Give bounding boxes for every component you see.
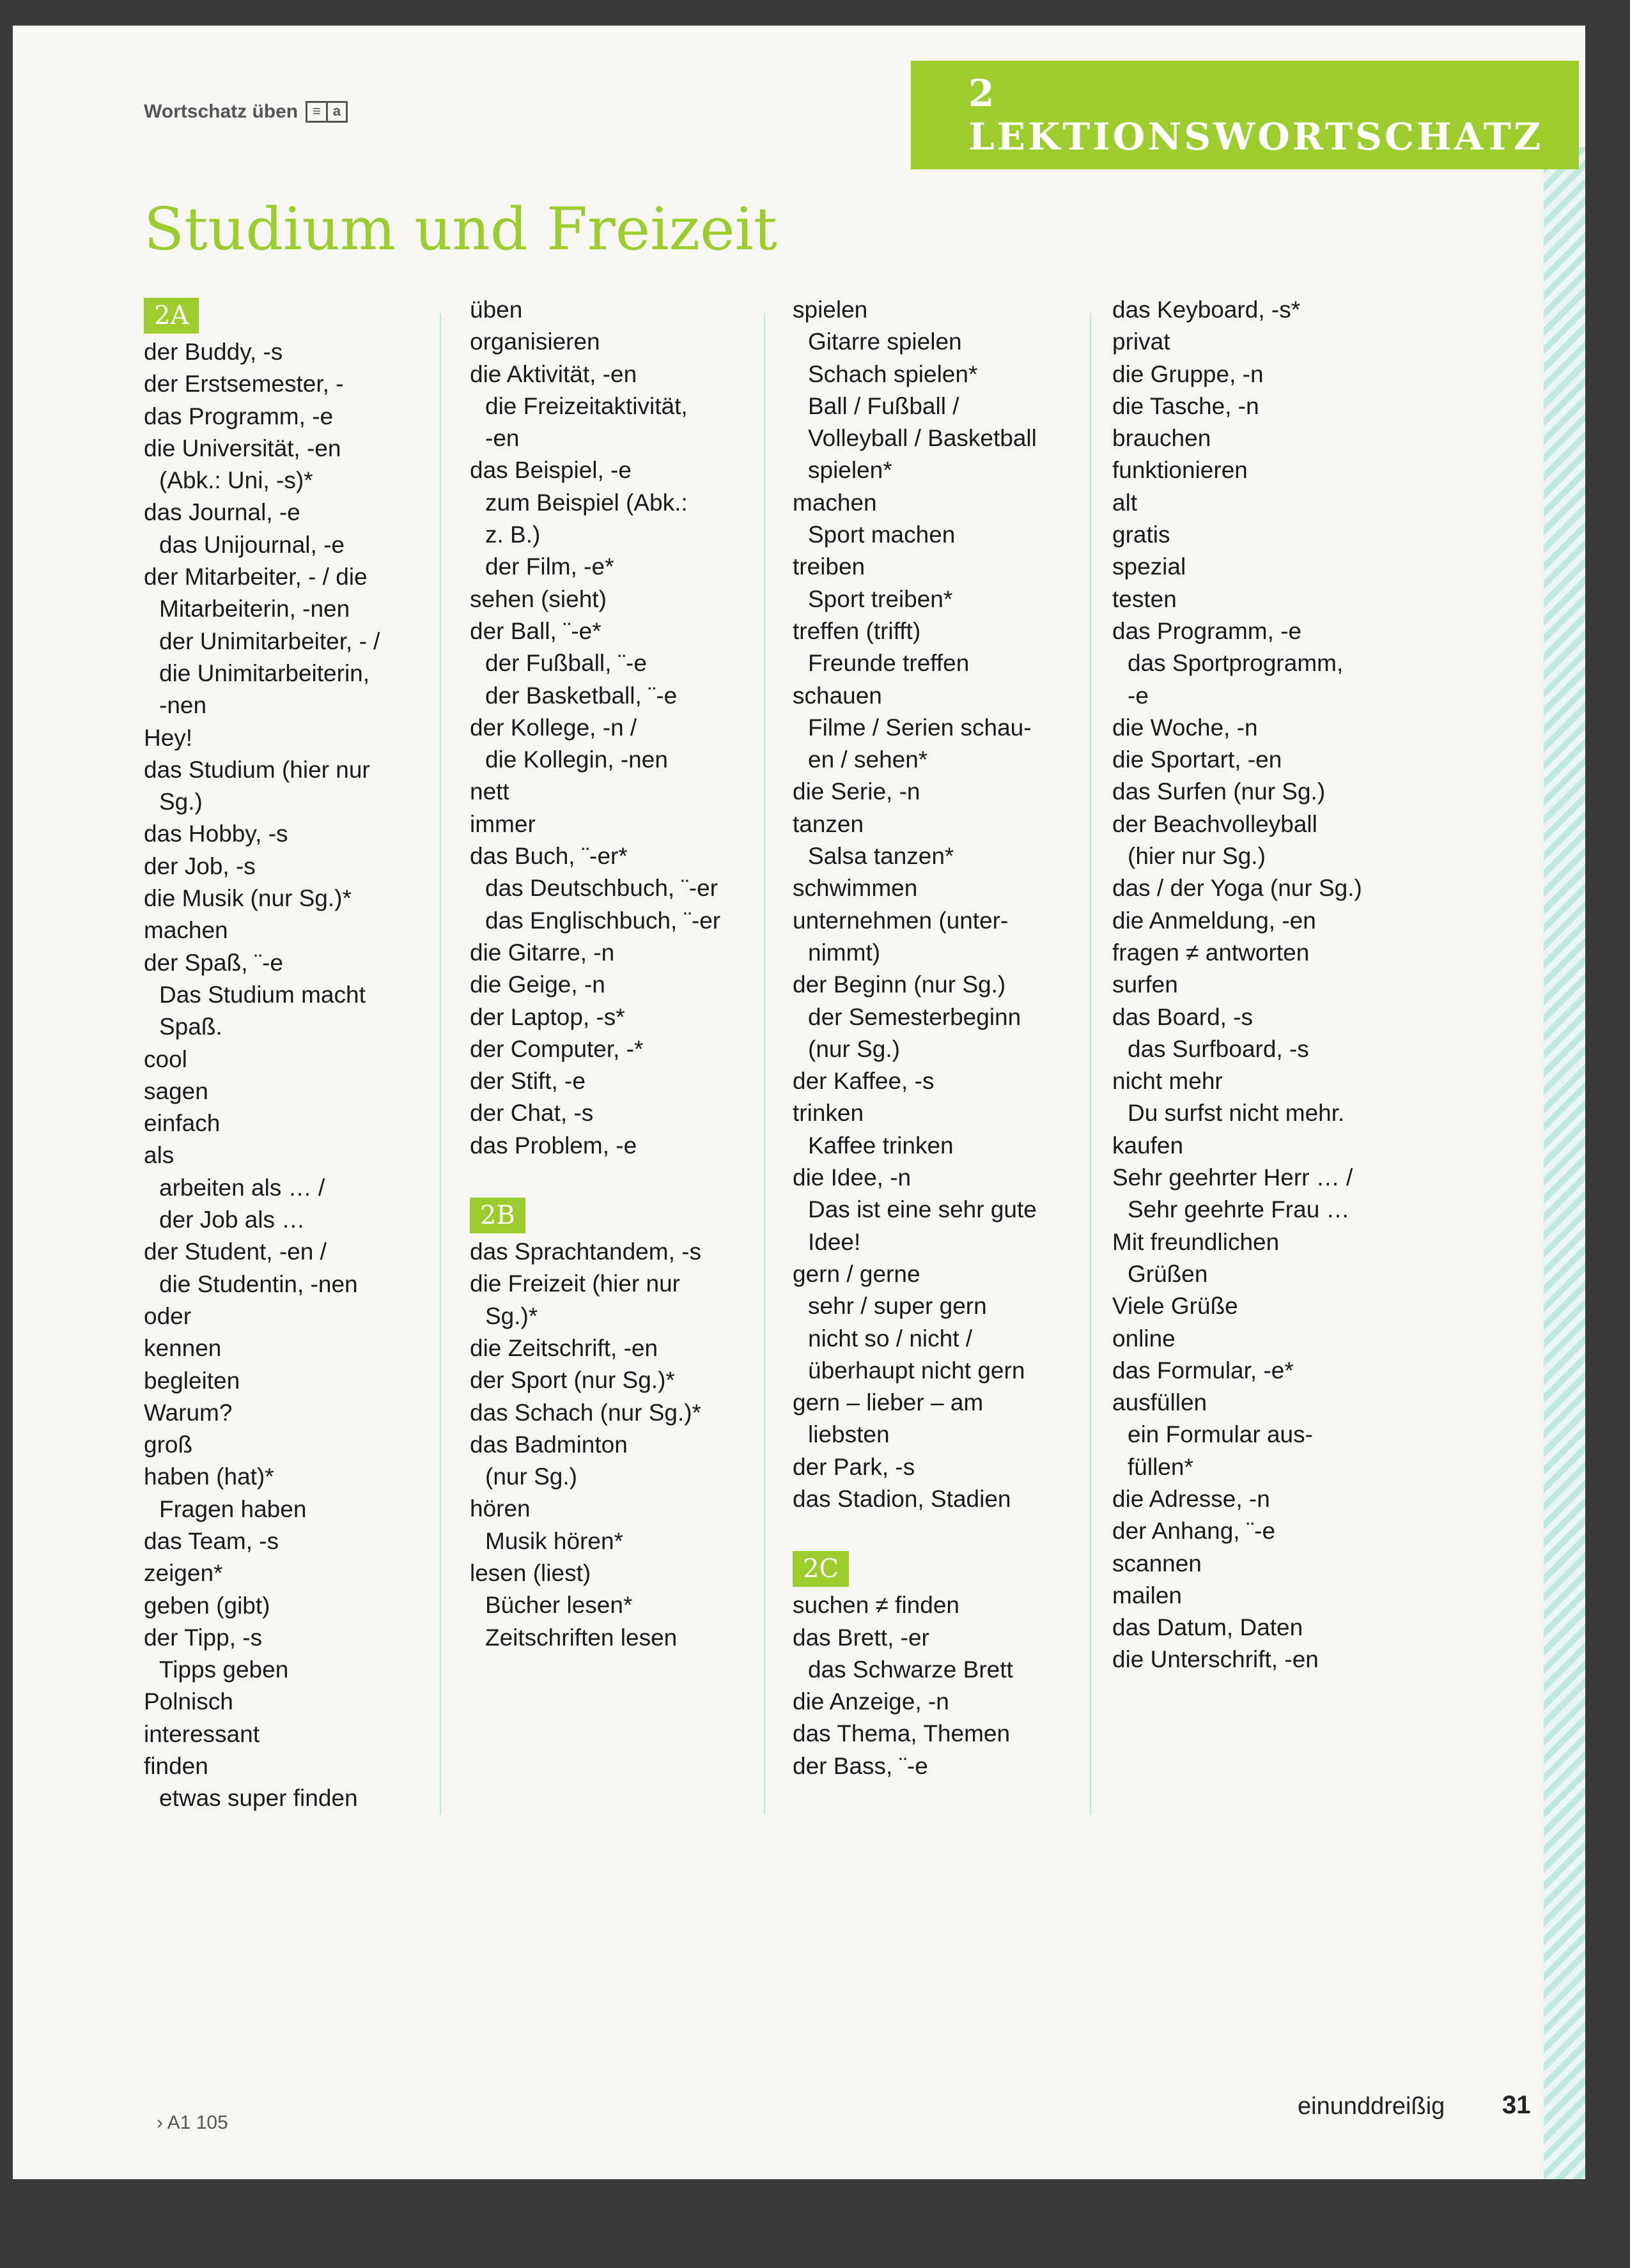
vocab-column-1 [144, 294, 380, 1815]
vocab-entry: die Unimitarbeiterin, [159, 660, 370, 686]
vocab-entry: kaufen [1112, 1132, 1184, 1159]
vocab-entry: der Sport (nur Sg.)* [470, 1367, 675, 1394]
vocab-entry: Das ist eine sehr gute [808, 1196, 1037, 1223]
vocab-entry: lesen (liest) [470, 1559, 591, 1586]
vocab-entry: die Zeitschrift, -en [470, 1334, 658, 1361]
vocab-entry: spielen [793, 297, 868, 323]
vocab-entry: (nur Sg.) [808, 1035, 900, 1062]
section-header [793, 1547, 1037, 1589]
vocab-entry: die Anmeldung, -en [1112, 907, 1316, 934]
vocab-entry: Idee! [808, 1228, 861, 1255]
vocab-entry: privat [1112, 328, 1170, 355]
vocab-entry: das Englischbuch, ¨-er [485, 907, 721, 934]
vocab-entry: surfen [1112, 971, 1178, 998]
vocab-entry: finden [144, 1753, 208, 1780]
vocab-entry: das Unijournal, -e [159, 531, 345, 558]
vocab-entry: brauchen [1112, 425, 1211, 452]
page-number: 31 [1502, 2091, 1531, 2119]
vocab-entry: der Kollege, -n / [470, 714, 637, 741]
vocab-entry: die Geige, -n [470, 971, 605, 998]
vocab-entry: der Stift, -e [470, 1068, 586, 1095]
vocab-entry: trinken [793, 1100, 864, 1127]
cross-reference: › A1 105 [157, 2112, 228, 2133]
vocab-entry: alt [1112, 489, 1138, 516]
vocab-entry: Sg.) [159, 789, 203, 815]
vocab-entry: spezial [1112, 553, 1186, 580]
exercise-link [144, 101, 348, 123]
vocab-entry: treffen (trifft) [793, 617, 921, 644]
vocab-entry: der Anhang, ¨-e [1112, 1518, 1276, 1545]
vocab-entry: der Job, -s [144, 852, 256, 879]
vocab-entry: Volleyball / Basketball [808, 425, 1037, 452]
vocab-entry: Viele Grüße [1112, 1293, 1238, 1320]
vocab-entry: die Idee, -n [793, 1164, 912, 1191]
vocab-entry: funktionieren [1112, 457, 1248, 484]
vocab-entry: der Computer, -* [470, 1035, 644, 1062]
section-badge: 2B [470, 1198, 525, 1233]
vocab-entry: oder [144, 1302, 192, 1329]
vocab-entry: die Musik (nur Sg.)* [144, 885, 352, 912]
section-header [144, 294, 380, 336]
chapter-banner: 2 LEKTIONSWORTSCHATZ [911, 61, 1579, 169]
vocab-entry: der Chat, -s [470, 1100, 594, 1127]
vocab-entry: z. B.) [485, 521, 541, 548]
vocab-entry: Ball / Fußball / [808, 392, 959, 419]
vocab-entry: mailen [1112, 1582, 1182, 1608]
section-badge: 2C [793, 1551, 849, 1587]
vocab-entry: das Sprachtandem, -s [470, 1238, 701, 1265]
vocab-entry: der Student, -en / [144, 1238, 327, 1265]
vocab-entry: gern / gerne [793, 1260, 920, 1287]
vocab-entry: der Kaffee, -s [793, 1068, 935, 1095]
vocab-entry: der Film, -e* [485, 553, 614, 580]
vocab-entry: das Programm, -e [1112, 617, 1302, 644]
vocab-entry: die Tasche, -n [1112, 392, 1259, 419]
vocab-entry: überhaupt nicht gern [808, 1357, 1025, 1384]
vocab-entry: die Gruppe, -n [1112, 360, 1264, 387]
vocab-entry: Das Studium macht [159, 981, 366, 1008]
vocab-entry: Gitarre spielen [808, 328, 962, 355]
vocab-entry: die Woche, -n [1112, 714, 1258, 741]
vocab-entry: liebsten [808, 1421, 890, 1448]
vocab-entry: nicht so / nicht / [808, 1325, 973, 1352]
column-divider [1090, 313, 1091, 1815]
vocab-entry: der Beginn (nur Sg.) [793, 971, 1006, 998]
vocab-entry: als [144, 1142, 175, 1169]
vocab-entry: Warum? [144, 1399, 233, 1426]
vocab-entry: das Brett, -er [793, 1624, 929, 1651]
vocab-entry: der Park, -s [793, 1453, 915, 1480]
vocab-entry: der Beachvolleyball [1112, 810, 1317, 837]
section-header [470, 1194, 720, 1236]
vocab-entry: hören [470, 1495, 531, 1522]
vocab-entry: gern – lieber – am [793, 1389, 984, 1416]
page-title: Studium und Freizeit [144, 195, 777, 263]
vocab-entry: schauen [793, 682, 882, 709]
vocab-entry: ausfüllen [1112, 1389, 1207, 1416]
vocab-entry: Mit freundlichen [1112, 1228, 1280, 1255]
vocab-entry: Hey! [144, 724, 193, 751]
vocab-entry: das Studium (hier nur [144, 756, 370, 783]
vocab-entry: das Deutschbuch, ¨-er [485, 875, 718, 902]
vocab-entry: Freunde treffen [808, 650, 970, 677]
vocab-entry: schwimmen [793, 875, 918, 902]
vocab-entry: das Buch, ¨-er* [470, 843, 628, 870]
vocab-entry: sagen [144, 1077, 208, 1104]
vocab-entry: immer [470, 810, 536, 837]
vocab-entry: das Schach (nur Sg.)* [470, 1399, 701, 1426]
vocab-entry: das Surfen (nur Sg.) [1112, 778, 1326, 805]
vocab-entry: treiben [793, 553, 865, 580]
vocab-entry: Kaffee trinken [808, 1132, 954, 1159]
vocab-entry: das Programm, -e [144, 403, 334, 429]
vocab-entry: Grüßen [1128, 1260, 1208, 1287]
vocab-entry: interessant [144, 1720, 260, 1747]
vocab-entry: die Sportart, -en [1112, 746, 1282, 773]
vocab-entry: die Universität, -en [144, 435, 341, 461]
vocab-entry: suchen ≠ finden [793, 1592, 959, 1619]
vocab-entry: zum Beispiel (Abk.: [485, 489, 688, 516]
vocab-entry: en / sehen* [808, 746, 928, 773]
vocab-entry: der Bass, ¨-e [793, 1752, 928, 1779]
vocab-entry: das Hobby, -s [144, 821, 288, 847]
vocab-entry: der Unimitarbeiter, - / [159, 628, 380, 654]
vocab-entry: sehen (sieht) [470, 585, 607, 612]
section-gap [470, 1162, 720, 1194]
vocab-entry: nicht mehr [1112, 1068, 1223, 1095]
vocab-entry: haben (hat)* [144, 1463, 274, 1490]
vocab-entry: cool [144, 1045, 187, 1072]
section-badge: 2A [144, 298, 199, 334]
vocab-entry: (nur Sg.) [485, 1463, 577, 1490]
vocab-entry: Mitarbeiterin, -nen [159, 596, 350, 622]
vocab-entry: unternehmen (unter- [793, 907, 1009, 934]
vocab-entry: Filme / Serien schau- [808, 714, 1032, 741]
vocab-entry: der Erstsemester, - [144, 371, 344, 397]
vocab-entry: der Ball, ¨-e* [470, 617, 602, 644]
vocab-entry: zeigen* [144, 1560, 223, 1587]
vocab-entry: das Journal, -e [144, 499, 300, 526]
vocab-entry: Sehr geehrte Frau … [1128, 1196, 1350, 1223]
vocab-entry: das Datum, Daten [1112, 1614, 1303, 1641]
vocab-entry: Sg.)* [485, 1302, 538, 1329]
exercise-label: Wortschatz üben [144, 101, 299, 122]
vocab-entry: -e [1128, 682, 1149, 709]
vocab-entry: Polnisch [144, 1688, 233, 1715]
vocab-entry: füllen* [1128, 1453, 1193, 1480]
vocab-column-3 [793, 294, 1037, 1782]
vocab-entry: die Anzeige, -n [793, 1688, 949, 1715]
vocab-entry: organisieren [470, 328, 600, 355]
vocab-entry: Du surfst nicht mehr. [1128, 1100, 1345, 1127]
vocab-column-4 [1112, 294, 1362, 1676]
vocab-entry: kennen [144, 1335, 222, 1362]
vocab-entry: fragen ≠ antworten [1112, 939, 1310, 966]
vocab-entry: arbeiten als … / [159, 1174, 325, 1201]
vocab-entry: das Thema, Themen [793, 1720, 1011, 1747]
vocab-entry: das Stadion, Stadien [793, 1485, 1011, 1512]
vocab-entry: Fragen haben [159, 1495, 307, 1522]
vocab-entry: der Fußball, ¨-e [485, 650, 647, 677]
vocab-entry: (hier nur Sg.) [1128, 843, 1266, 870]
vocab-entry: begleiten [144, 1367, 240, 1394]
vocab-entry: Musik hören* [485, 1527, 623, 1554]
vocab-entry: die Gitarre, -n [470, 939, 615, 966]
vocab-entry: Schach spielen* [808, 360, 978, 387]
vocab-entry: die Aktivität, -en [470, 360, 637, 387]
vocab-entry: die Unterschrift, -en [1112, 1646, 1319, 1673]
vocab-entry: scannen [1112, 1550, 1202, 1577]
vocab-entry: der Job als … [159, 1207, 306, 1233]
vocab-entry: der Tipp, -s [144, 1624, 263, 1651]
vocab-column-2 [470, 294, 720, 1654]
vocab-entry: der Semesterbeginn [808, 1003, 1021, 1030]
vocab-entry: üben [470, 297, 523, 323]
workbook-icon: ≡ a [306, 101, 348, 123]
vocab-entry: groß [144, 1431, 193, 1458]
vocab-entry: der Basketball, ¨-e [485, 682, 678, 709]
vocab-entry: geben (gibt) [144, 1592, 270, 1619]
page-number-word: einunddreißig [1298, 2093, 1445, 2120]
vocab-entry: sehr / super gern [808, 1293, 987, 1320]
vocab-entry: machen [793, 489, 877, 516]
vocab-entry: einfach [144, 1110, 221, 1137]
vocab-entry: das Beispiel, -e [470, 457, 632, 484]
vocab-entry: das Badminton [470, 1431, 628, 1458]
vocab-entry: Sport machen [808, 521, 956, 548]
vocab-entry: -en [485, 425, 520, 452]
vocab-entry: -nen [159, 692, 207, 719]
vocab-entry: das Board, -s [1112, 1003, 1254, 1030]
column-divider [764, 313, 765, 1815]
vocab-entry: etwas super finden [159, 1785, 358, 1812]
vocab-entry: das Formular, -e* [1112, 1357, 1294, 1384]
vocab-entry: der Buddy, -s [144, 339, 283, 365]
vocab-entry: der Spaß, ¨-e [144, 949, 283, 976]
decorative-stripe [1544, 147, 1585, 2179]
vocab-entry: die Adresse, -n [1112, 1485, 1270, 1512]
vocab-entry: tanzen [793, 810, 864, 837]
vocab-entry: die Freizeit (hier nur [470, 1270, 681, 1297]
vocab-entry: das Problem, -e [470, 1132, 637, 1159]
vocab-entry: das Schwarze Brett [808, 1656, 1013, 1683]
section-gap [793, 1515, 1037, 1547]
vocab-entry: online [1112, 1325, 1176, 1352]
vocab-entry: der Laptop, -s* [470, 1003, 625, 1030]
vocab-entry: ein Formular aus- [1128, 1421, 1313, 1448]
vocab-entry: Bücher lesen* [485, 1592, 633, 1619]
column-divider [440, 313, 441, 1815]
vocab-entry: die Serie, -n [793, 778, 920, 805]
vocab-entry: das Keyboard, -s* [1112, 297, 1301, 323]
vocab-entry: nett [470, 778, 509, 805]
vocab-entry: testen [1112, 585, 1177, 612]
vocab-entry: Sport treiben* [808, 585, 953, 612]
vocab-entry: Tipps geben [159, 1656, 289, 1683]
vocab-entry: die Kollegin, -nen [485, 746, 668, 773]
vocab-entry: Zeitschriften lesen [485, 1624, 678, 1651]
vocab-entry: Spaß. [159, 1014, 222, 1040]
vocab-entry: Sehr geehrter Herr … / [1112, 1164, 1353, 1191]
vocab-entry: das Surfboard, -s [1128, 1035, 1309, 1062]
vocab-entry: die Freizeitaktivität, [485, 392, 688, 419]
vocab-entry: machen [144, 917, 228, 944]
book-page [13, 26, 1585, 2179]
vocab-entry: die Studentin, -nen [159, 1270, 358, 1297]
vocab-entry: das Sportprogramm, [1128, 650, 1344, 677]
vocab-entry: Salsa tanzen* [808, 843, 954, 870]
vocab-entry: (Abk.: Uni, -s)* [159, 467, 313, 494]
vocab-entry: nimmt) [808, 939, 881, 966]
vocab-entry: das / der Yoga (nur Sg.) [1112, 875, 1362, 902]
vocab-entry: spielen* [808, 457, 892, 484]
vocab-entry: der Mitarbeiter, - / die [144, 564, 368, 590]
vocab-entry: das Team, -s [144, 1527, 279, 1554]
vocab-entry: gratis [1112, 521, 1170, 548]
